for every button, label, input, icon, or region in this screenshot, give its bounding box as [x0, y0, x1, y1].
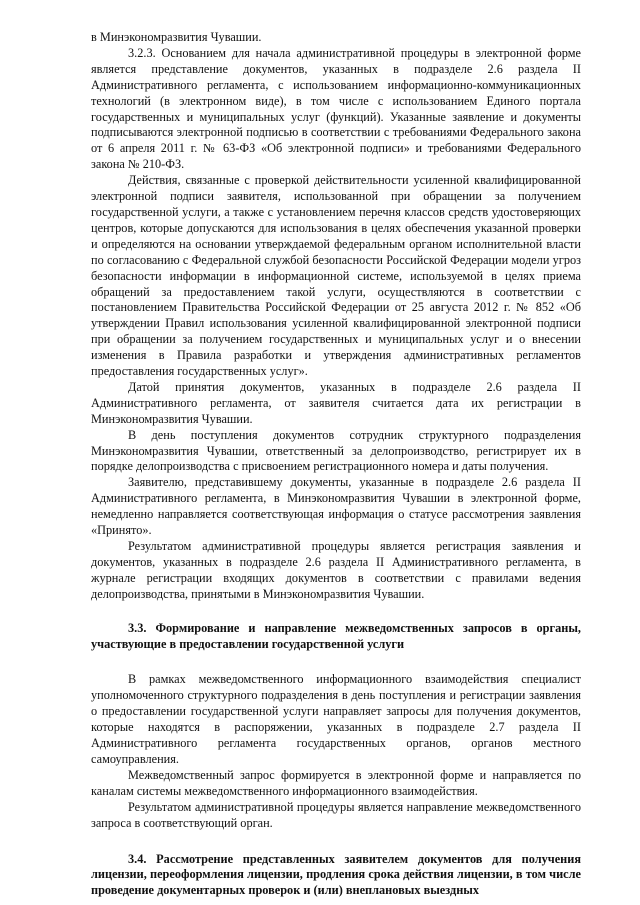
paragraph-interagency: В рамках межведомственного информационного взаимодействия специалист уполномоченного структурного подразделения в день поступления и регистрации заявления о предоставлении государственной услуги направляет запросы для получения документов, которые находятся в распоряжении, указанных в подразделе 2.7 раздела II Административного регламента государственных органов, органов местного самоуправления. — [91, 672, 581, 766]
paragraph-procedure-result: Результатом административной процедуры является регистрация заявления и документов, указанных в подразделе 2.6 раздела II Административного регламента, в журнале регистрации входящих документов в соответствии с правилами ведения делопроизводства, принятыми в Минэкономразвития Чувашии. — [91, 539, 581, 601]
paragraph-acceptance-date: Датой принятия документов, указанных в подразделе 2.6 раздела II Административного регламента, от заявителя считается дата их регистрации в Минэкономразвития Чувашии. — [91, 379, 581, 426]
paragraph-applicant-notice: Заявителю, представившему документы, указанные в подразделе 2.6 раздела II Административного регламента, в Минэкономразвития Чувашии в электронной форме, немедленно направляется соответствующая информация о статусе рассмотрения заявления «Принято». — [91, 475, 581, 538]
heading-3-4: 3.4. Рассмотрение представленных заявителем документов для получения лицензии, переоформления лицензии, продления срока действия лицензии, в том числе проведение документарных проверок и (или) внеплановых выездных — [91, 851, 581, 898]
document-body — [91, 30, 581, 899]
paragraph-continuation: в Минэкономразвития Чувашии. — [91, 30, 262, 44]
paragraph-registration: В день поступления документов сотрудник структурного подразделения Минэкономразвития Чувашии, ответственный за делопроизводство, регистрирует их в порядке делопроизводства с присвоением регистрационного номера и даты получения. — [91, 427, 581, 474]
paragraph-electronic-request: Межведомственный запрос формируется в электронной форме и направляется по каналам системы межведомственного информационного взаимодействия. — [91, 767, 581, 798]
paragraph-3-2-3: 3.2.3. Основанием для начала административной процедуры в электронной форме является представление документов, указанных в подразделе 2.6 раздела II Административного регламента, с использованием информационно-коммуникационных технологий (в электронном виде), в том числе с использованием Единого портала государственных и муниципальных услуг (функций). Указанные заявление и документы подписываются электронной подписью в соответствии с требованиями Федерального закона от 6 апреля 2011 г. № 63-ФЗ «Об электронной подписи» и требованиями Федерального закона № 210-ФЗ. — [91, 45, 581, 172]
paragraph-signature-verification: Действия, связанные с проверкой действительности усиленной квалифицированной электронной подписи заявителя, использованной при обращении за получением государственной услуги, а также с установлением перечня классов средств удостоверяющих центров, которые допускаются для использования в целях обеспечения указанной проверки и определяются на основании утверждаемой федеральным органом исполнительной власти по согласованию с Федеральной службой безопасности Российской Федерации модели угроз безопасности информации в информационной системе, используемой в целях приема обращений за предоставлением такой услуги, осуществляются в соответствии с постановлением Правительства Российской Федерации от 25 августа 2012 г. № 852 «Об утверждении Правил использования усиленной квалифицированной электронной подписи при обращении за получением государственных и муниципальных услуг и о внесении изменения в Правила разработки и утверждения административных регламентов предоставления государственных услуг». — [91, 173, 581, 379]
heading-3-3: 3.3. Формирование и направление межведомственных запросов в органы, участвующие в предоставлении государственной услуги — [91, 620, 581, 651]
paragraph-3-3-result: Результатом административной процедуры является направление межведомственного запроса в соответствующий орган. — [91, 799, 581, 830]
